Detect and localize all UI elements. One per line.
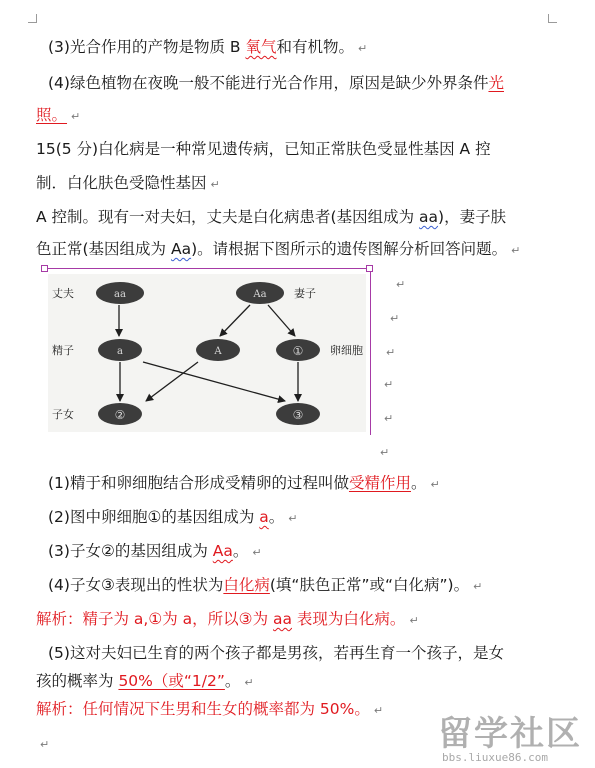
arrow-wife-to-egg-1 <box>220 305 250 336</box>
paragraph-mark: ↵ <box>244 676 254 689</box>
question-15-text-4: 色正常(基因组成为 <box>36 240 171 258</box>
sub-question-2-text: (2)图中卵细胞①的基因组成为 <box>48 508 260 526</box>
explanation-5-line[interactable] <box>36 698 383 722</box>
sub-question-3-end: 。 <box>232 542 249 560</box>
paragraph-mark: ↵ <box>384 412 394 425</box>
paragraph-mark: ↵ <box>409 614 419 627</box>
sub-question-2-line[interactable] <box>48 506 298 530</box>
question-4-line-2[interactable] <box>36 104 80 128</box>
watermark-main-text: 留学社区 <box>438 714 582 754</box>
explanation-5-text: 解析：任何情况下生男和生女的概率都为 50%。 <box>36 700 370 718</box>
watermark-url: bbs.liuxue86.com <box>442 751 548 764</box>
question-15-line-3[interactable] <box>36 206 506 228</box>
question-15-text-2: 制．白化肤色受隐性基因 <box>36 174 207 192</box>
sub-question-2-answer: a <box>259 508 269 526</box>
question-15-text-3-end: )，妻子肤 <box>438 208 507 226</box>
question-4-answer-part1: 光 <box>488 74 504 92</box>
sub-question-5-text-2: 孩的概率为 <box>36 672 119 690</box>
sperm-gene: a <box>117 346 123 357</box>
empty-paragraph[interactable] <box>36 732 49 756</box>
inheritance-diagram <box>48 274 366 432</box>
explanation-4-end: 表现为白化病。 <box>292 610 406 628</box>
label-wife: 妻子 <box>294 287 316 300</box>
egg-gene-1: A <box>214 346 222 357</box>
sub-question-1-line[interactable] <box>48 472 440 496</box>
genotype-Aa: Aa <box>170 240 192 258</box>
sub-question-1-end: 。 <box>410 474 427 492</box>
arrow-sperm-to-child-2 <box>143 362 285 401</box>
question-15-line-1[interactable] <box>36 138 491 160</box>
paragraph-mark: ↵ <box>430 478 440 491</box>
paragraph-mark: ↵ <box>396 278 406 291</box>
paragraph-mark: ↵ <box>373 704 384 717</box>
child-1-label: ② <box>114 408 126 422</box>
label-sperm: 精子 <box>52 344 74 357</box>
sub-question-4-end: (填“肤色正常”或“白化病”)。 <box>269 576 470 594</box>
paragraph-mark: ↵ <box>390 312 400 325</box>
paragraph-mark: ↵ <box>386 346 396 359</box>
inheritance-diagram-image[interactable] <box>44 268 372 436</box>
sub-question-5-answer: 50%（或“1/2” <box>118 672 225 690</box>
arrow-egg-1-to-child-1 <box>146 362 198 401</box>
husband-genotype: aa <box>114 289 126 300</box>
wife-genotype: Aa <box>253 289 267 300</box>
paragraph-mark: ↵ <box>40 738 50 751</box>
sub-question-5-end: 。 <box>224 672 241 690</box>
sub-question-3-line[interactable] <box>48 540 262 564</box>
question-4-line[interactable] <box>48 72 504 94</box>
sub-question-5-line-1[interactable] <box>48 642 504 664</box>
paragraph-mark: ↵ <box>252 546 262 559</box>
question-15-text-3: A 控制。现有一对夫妇，丈夫是白化病患者(基因组成为 <box>36 208 420 226</box>
sub-question-2-end: 。 <box>268 508 285 526</box>
explanation-4-aa: aa <box>273 610 292 628</box>
explanation-4-line[interactable] <box>36 608 419 632</box>
diagram-canvas <box>48 274 366 432</box>
sub-question-5-line-2[interactable] <box>36 670 254 694</box>
paragraph-mark: ↵ <box>210 178 220 191</box>
sub-question-5-text-1: (5)这对夫妇已生育的两个孩子都是男孩，若再生育一个孩子，是女 <box>48 644 504 662</box>
question-15-line-2[interactable] <box>36 172 220 196</box>
site-watermark <box>438 706 590 764</box>
paragraph-mark: ↵ <box>71 110 81 123</box>
sub-question-1-text: (1)精于和卵细胞结合形成受精卵的过程叫做 <box>48 474 349 492</box>
question-3-answer: 氧气 <box>245 38 277 56</box>
question-3-text-end: 和有机物。 <box>276 38 354 56</box>
explanation-4-text: 解析：精子为 a,①为 a，所以③为 <box>36 610 273 628</box>
label-husband: 丈夫 <box>52 287 74 300</box>
label-children: 子女 <box>52 408 74 421</box>
sub-question-1-answer: 受精作用 <box>348 474 411 492</box>
child-2-label: ③ <box>292 408 304 422</box>
paragraph-mark: ↵ <box>380 446 390 459</box>
sub-question-3-text: (3)子女②的基因组成为 <box>48 542 213 560</box>
paragraph-mark: ↵ <box>511 244 521 257</box>
arrow-wife-to-egg-2 <box>268 305 295 336</box>
paragraph-mark: ↵ <box>357 42 368 55</box>
question-15-text-1: 15(5 分)白化病是一种常见遗传病，已知正常肤色受显性基因 A 控 <box>36 140 491 158</box>
sub-question-3-answer: Aa <box>212 542 233 560</box>
page-corner-mark-right <box>548 14 557 23</box>
paragraph-mark: ↵ <box>288 512 298 525</box>
resize-handle-top-right[interactable] <box>366 265 373 272</box>
egg-gene-2: ① <box>292 344 304 358</box>
question-3-text: (3)光合作用的产物是物质 B <box>48 38 246 56</box>
page-corner-mark-left <box>28 14 37 23</box>
genotype-aa: aa <box>419 208 439 226</box>
sub-question-4-line[interactable] <box>48 574 482 598</box>
question-4-answer-part2: 照。 <box>36 106 68 124</box>
sub-question-4-text: (4)子女③表现出的性状为 <box>48 576 224 594</box>
question-3-line[interactable] <box>48 36 367 60</box>
resize-handle-top-left[interactable] <box>41 265 48 272</box>
label-egg: 卵细胞 <box>330 344 363 357</box>
paragraph-mark: ↵ <box>384 378 394 391</box>
question-15-text-4-end: )。请根据下图所示的遗传图解分析回答问题。 <box>191 240 508 258</box>
question-15-line-4[interactable] <box>36 238 520 262</box>
sub-question-4-answer: 白化病 <box>223 576 270 594</box>
question-4-text: (4)绿色植物在夜晚一般不能进行光合作用，原因是缺少外界条件 <box>48 74 489 92</box>
paragraph-mark: ↵ <box>473 580 483 593</box>
